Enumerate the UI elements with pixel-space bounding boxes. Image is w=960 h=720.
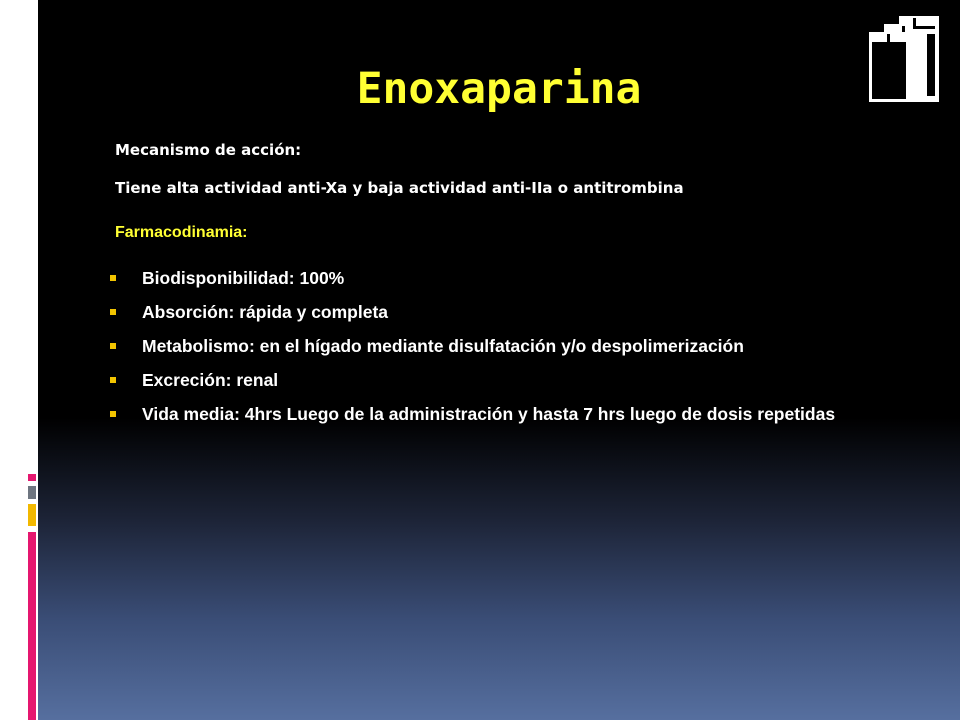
- list-item: [104, 404, 904, 425]
- decoration-yellow-bar: [28, 504, 36, 526]
- bullet-list: [104, 268, 904, 438]
- square-bullet-icon: [110, 411, 116, 417]
- decoration-white-bar: [0, 0, 22, 720]
- mechanism-text: Tiene alta actividad anti-Xa y baja actividad anti-IIa o antitrombina: [115, 179, 684, 197]
- bullet-text: Absorción: rápida y completa: [142, 302, 389, 322]
- decoration-pink-small-bar: [28, 474, 36, 481]
- list-item: [104, 370, 904, 391]
- mechanism-label: Mecanismo de acción:: [115, 141, 302, 159]
- bullet-text: Excreción: renal: [142, 370, 279, 390]
- square-bullet-icon: [110, 343, 116, 349]
- square-bullet-icon: [110, 309, 116, 315]
- slide-title: Enoxaparina: [356, 64, 642, 114]
- decoration-pink-bar: [28, 532, 36, 720]
- bullet-text: Vida media: 4hrs Luego de la administración y hasta 7 hrs luego de dosis repetidas: [142, 404, 836, 424]
- square-bullet-icon: [110, 275, 116, 281]
- list-item: [104, 302, 904, 323]
- left-decoration: [0, 0, 38, 720]
- decoration-gray-bar: [28, 486, 36, 499]
- bullet-text: Biodisponibilidad: 100%: [142, 268, 345, 288]
- square-bullet-icon: [110, 377, 116, 383]
- section-label-pharmacodynamics: Farmacodinamia:: [115, 224, 248, 241]
- list-item: [104, 336, 904, 357]
- bullet-text: Metabolismo: en el hígado mediante disulfatación y/o despolimerización: [142, 336, 744, 356]
- list-item: [104, 268, 904, 289]
